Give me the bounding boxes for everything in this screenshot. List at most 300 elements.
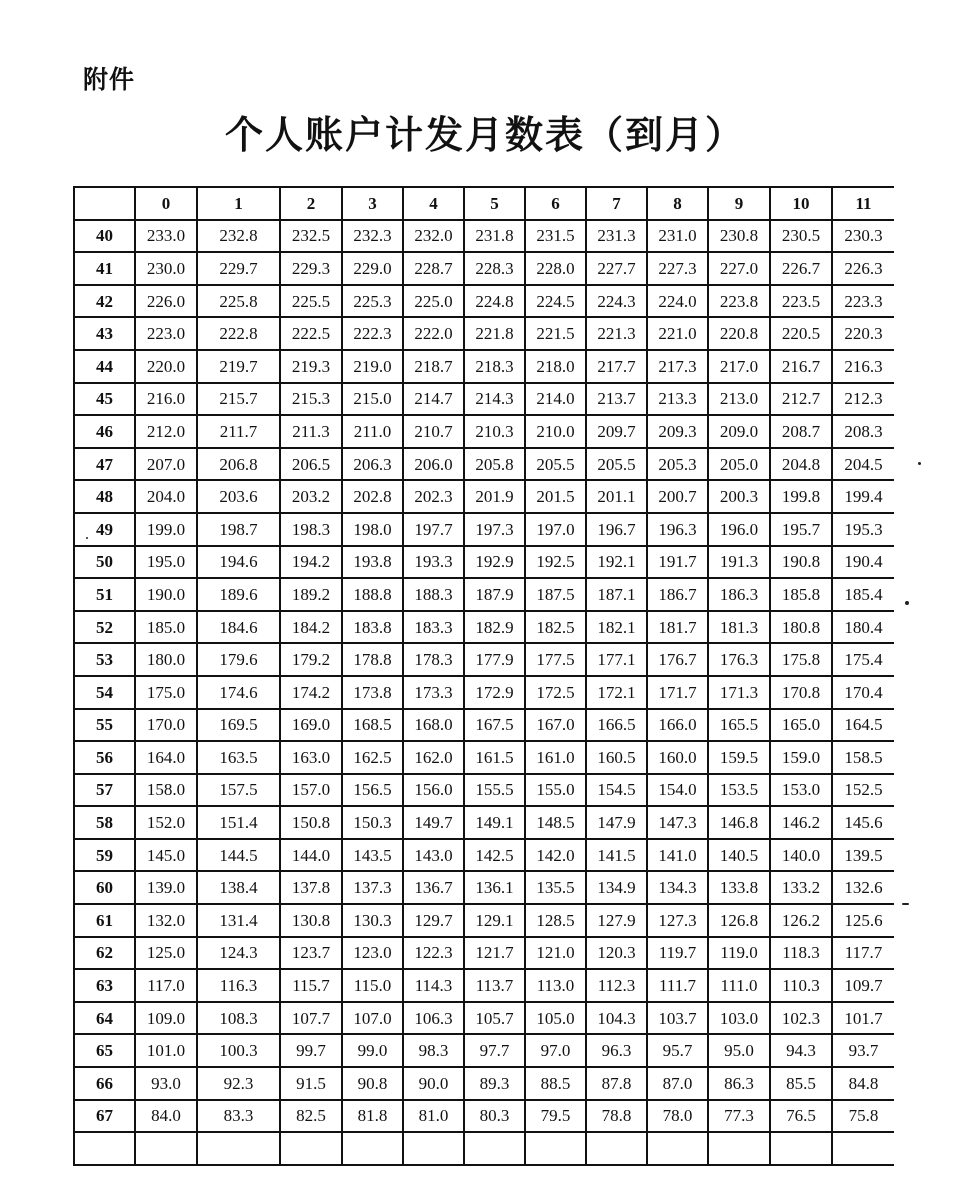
months-value-cell: 114.3	[403, 969, 464, 1002]
months-value-cell: 91.5	[280, 1067, 342, 1100]
age-cell: 42	[74, 285, 135, 318]
months-value-cell: 217.3	[647, 350, 708, 383]
months-value-cell: 103.7	[647, 1002, 708, 1035]
age-cell: 66	[74, 1067, 135, 1100]
months-value-cell: 153.0	[770, 774, 832, 807]
months-value-cell: 201.5	[525, 480, 586, 513]
age-cell: 46	[74, 415, 135, 448]
cell-empty	[647, 1132, 708, 1165]
months-value-cell: 184.2	[280, 611, 342, 644]
months-value-cell: 174.2	[280, 676, 342, 709]
months-value-cell: 138.4	[197, 871, 280, 904]
months-value-cell: 93.7	[832, 1034, 894, 1067]
months-value-cell: 197.7	[403, 513, 464, 546]
months-value-cell: 175.4	[832, 643, 894, 676]
months-value-cell: 176.3	[708, 643, 770, 676]
table-row	[74, 513, 894, 546]
months-value-cell: 191.3	[708, 546, 770, 579]
cell-empty	[525, 1132, 586, 1165]
months-value-cell: 199.4	[832, 480, 894, 513]
scan-speck	[902, 903, 909, 905]
table-row	[74, 317, 894, 350]
cell-empty	[464, 1132, 525, 1165]
months-value-cell: 215.7	[197, 383, 280, 416]
months-value-cell: 77.3	[708, 1100, 770, 1133]
table-row-cut-off	[74, 1132, 894, 1165]
months-value-cell: 171.7	[647, 676, 708, 709]
months-value-cell: 213.7	[586, 383, 647, 416]
months-value-cell: 195.7	[770, 513, 832, 546]
months-value-cell: 211.3	[280, 415, 342, 448]
months-value-cell: 125.6	[832, 904, 894, 937]
months-value-cell: 168.5	[342, 709, 403, 742]
age-cell: 56	[74, 741, 135, 774]
months-value-cell: 86.3	[708, 1067, 770, 1100]
months-value-cell: 196.3	[647, 513, 708, 546]
months-value-cell: 112.3	[586, 969, 647, 1002]
months-value-cell: 219.7	[197, 350, 280, 383]
table-row	[74, 676, 894, 709]
months-value-cell: 109.0	[135, 1002, 197, 1035]
months-value-cell: 199.0	[135, 513, 197, 546]
months-value-cell: 194.2	[280, 546, 342, 579]
months-value-cell: 186.7	[647, 578, 708, 611]
months-value-cell: 81.8	[342, 1100, 403, 1133]
months-value-cell: 76.5	[770, 1100, 832, 1133]
months-value-cell: 146.8	[708, 806, 770, 839]
months-value-cell: 221.0	[647, 317, 708, 350]
months-value-cell: 205.8	[464, 448, 525, 481]
months-value-cell: 212.0	[135, 415, 197, 448]
months-value-cell: 210.3	[464, 415, 525, 448]
months-value-cell: 209.0	[708, 415, 770, 448]
table-container	[73, 186, 894, 1185]
months-value-cell: 182.9	[464, 611, 525, 644]
months-value-cell: 173.3	[403, 676, 464, 709]
months-value-cell: 140.0	[770, 839, 832, 872]
months-value-cell: 225.5	[280, 285, 342, 318]
months-value-cell: 221.8	[464, 317, 525, 350]
months-value-cell: 177.9	[464, 643, 525, 676]
months-value-cell: 116.3	[197, 969, 280, 1002]
months-value-cell: 115.0	[342, 969, 403, 1002]
months-value-cell: 206.0	[403, 448, 464, 481]
table-row	[74, 741, 894, 774]
header-month-cell: 9	[708, 187, 770, 220]
months-value-cell: 206.3	[342, 448, 403, 481]
months-value-cell: 205.0	[708, 448, 770, 481]
months-value-cell: 192.5	[525, 546, 586, 579]
months-value-cell: 211.7	[197, 415, 280, 448]
table-row	[74, 871, 894, 904]
months-value-cell: 171.3	[708, 676, 770, 709]
months-value-cell: 102.3	[770, 1002, 832, 1035]
table-row	[74, 1067, 894, 1100]
months-value-cell: 207.0	[135, 448, 197, 481]
age-cell: 57	[74, 774, 135, 807]
months-value-cell: 221.5	[525, 317, 586, 350]
months-value-cell: 228.7	[403, 252, 464, 285]
header-month-cell: 11	[832, 187, 894, 220]
months-value-cell: 113.0	[525, 969, 586, 1002]
months-value-cell: 94.3	[770, 1034, 832, 1067]
scan-speck	[86, 537, 88, 539]
months-value-cell: 80.3	[464, 1100, 525, 1133]
table-row	[74, 1034, 894, 1067]
months-value-cell: 96.3	[586, 1034, 647, 1067]
months-value-cell: 211.0	[342, 415, 403, 448]
months-value-cell: 107.7	[280, 1002, 342, 1035]
months-value-cell: 227.3	[647, 252, 708, 285]
table-row	[74, 937, 894, 970]
months-value-cell: 121.7	[464, 937, 525, 970]
months-value-cell: 232.3	[342, 220, 403, 253]
months-value-cell: 198.3	[280, 513, 342, 546]
scan-speck	[918, 462, 921, 465]
months-value-cell: 134.3	[647, 871, 708, 904]
months-value-cell: 214.0	[525, 383, 586, 416]
months-value-cell: 75.8	[832, 1100, 894, 1133]
months-value-cell: 220.8	[708, 317, 770, 350]
header-month-cell: 4	[403, 187, 464, 220]
months-value-cell: 231.3	[586, 220, 647, 253]
months-value-cell: 203.6	[197, 480, 280, 513]
months-value-cell: 191.7	[647, 546, 708, 579]
age-cell: 40	[74, 220, 135, 253]
months-value-cell: 189.2	[280, 578, 342, 611]
months-value-cell: 182.5	[525, 611, 586, 644]
age-cell: 60	[74, 871, 135, 904]
age-cell: 43	[74, 317, 135, 350]
months-value-cell: 221.3	[586, 317, 647, 350]
months-value-cell: 198.7	[197, 513, 280, 546]
months-value-cell: 132.0	[135, 904, 197, 937]
age-cell: 50	[74, 546, 135, 579]
months-value-cell: 178.8	[342, 643, 403, 676]
table-row	[74, 969, 894, 1002]
months-value-cell: 170.0	[135, 709, 197, 742]
months-value-cell: 93.0	[135, 1067, 197, 1100]
months-value-cell: 111.0	[708, 969, 770, 1002]
months-value-cell: 158.0	[135, 774, 197, 807]
months-value-cell: 202.8	[342, 480, 403, 513]
months-value-cell: 201.1	[586, 480, 647, 513]
months-value-cell: 209.7	[586, 415, 647, 448]
months-value-cell: 162.0	[403, 741, 464, 774]
months-value-cell: 104.3	[586, 1002, 647, 1035]
months-value-cell: 217.0	[708, 350, 770, 383]
months-value-cell: 201.9	[464, 480, 525, 513]
table-row	[74, 252, 894, 285]
months-value-cell: 145.0	[135, 839, 197, 872]
months-value-cell: 176.7	[647, 643, 708, 676]
months-value-cell: 142.5	[464, 839, 525, 872]
months-value-cell: 147.9	[586, 806, 647, 839]
months-value-cell: 220.0	[135, 350, 197, 383]
months-value-cell: 206.8	[197, 448, 280, 481]
months-value-cell: 177.5	[525, 643, 586, 676]
months-value-cell: 154.0	[647, 774, 708, 807]
months-value-cell: 133.8	[708, 871, 770, 904]
months-value-cell: 203.2	[280, 480, 342, 513]
attachment-label: 附件	[83, 65, 136, 94]
months-value-cell: 133.2	[770, 871, 832, 904]
months-value-cell: 123.7	[280, 937, 342, 970]
months-value-cell: 188.8	[342, 578, 403, 611]
months-value-cell: 202.3	[403, 480, 464, 513]
age-cell: 47	[74, 448, 135, 481]
header-month-cell: 5	[464, 187, 525, 220]
cell-empty	[708, 1132, 770, 1165]
age-cell: 62	[74, 937, 135, 970]
age-cell: 52	[74, 611, 135, 644]
months-value-cell: 192.9	[464, 546, 525, 579]
months-value-cell: 122.3	[403, 937, 464, 970]
months-value-cell: 106.3	[403, 1002, 464, 1035]
table-row	[74, 806, 894, 839]
months-value-cell: 180.0	[135, 643, 197, 676]
age-cell: 51	[74, 578, 135, 611]
months-value-cell: 110.3	[770, 969, 832, 1002]
months-value-cell: 231.0	[647, 220, 708, 253]
months-value-cell: 178.3	[403, 643, 464, 676]
months-value-cell: 213.3	[647, 383, 708, 416]
months-value-cell: 90.0	[403, 1067, 464, 1100]
cell-empty	[197, 1132, 280, 1165]
months-value-cell: 185.8	[770, 578, 832, 611]
months-value-cell: 232.0	[403, 220, 464, 253]
age-cell: 64	[74, 1002, 135, 1035]
table-row	[74, 904, 894, 937]
months-value-cell: 181.3	[708, 611, 770, 644]
cell-empty	[280, 1132, 342, 1165]
scan-speck	[905, 601, 909, 605]
months-value-cell: 226.3	[832, 252, 894, 285]
months-value-cell: 229.7	[197, 252, 280, 285]
months-value-cell: 152.0	[135, 806, 197, 839]
months-value-cell: 232.5	[280, 220, 342, 253]
months-value-cell: 100.3	[197, 1034, 280, 1067]
months-value-cell: 107.0	[342, 1002, 403, 1035]
months-value-cell: 210.7	[403, 415, 464, 448]
months-value-cell: 199.8	[770, 480, 832, 513]
table-header-row	[74, 187, 894, 220]
months-value-cell: 151.4	[197, 806, 280, 839]
months-value-cell: 168.0	[403, 709, 464, 742]
months-value-cell: 165.5	[708, 709, 770, 742]
header-month-cell: 10	[770, 187, 832, 220]
months-value-cell: 196.7	[586, 513, 647, 546]
months-value-cell: 197.3	[464, 513, 525, 546]
table-row	[74, 480, 894, 513]
table-row	[74, 350, 894, 383]
age-cell: 55	[74, 709, 135, 742]
months-value-cell: 155.0	[525, 774, 586, 807]
months-value-cell: 165.0	[770, 709, 832, 742]
cell-empty	[135, 1132, 197, 1165]
months-value-cell: 223.5	[770, 285, 832, 318]
age-cell: 59	[74, 839, 135, 872]
cell-empty	[74, 1132, 135, 1165]
months-value-cell: 144.0	[280, 839, 342, 872]
months-value-cell: 187.5	[525, 578, 586, 611]
months-value-cell: 200.7	[647, 480, 708, 513]
cell-empty	[770, 1132, 832, 1165]
table-row	[74, 643, 894, 676]
age-cell: 54	[74, 676, 135, 709]
months-value-cell: 193.8	[342, 546, 403, 579]
months-value-cell: 161.5	[464, 741, 525, 774]
months-value-cell: 223.8	[708, 285, 770, 318]
months-value-cell: 169.5	[197, 709, 280, 742]
months-value-cell: 230.8	[708, 220, 770, 253]
months-value-cell: 152.5	[832, 774, 894, 807]
months-value-cell: 83.3	[197, 1100, 280, 1133]
table-row	[74, 220, 894, 253]
months-value-cell: 156.0	[403, 774, 464, 807]
months-value-cell: 192.1	[586, 546, 647, 579]
months-value-cell: 225.3	[342, 285, 403, 318]
months-value-cell: 225.0	[403, 285, 464, 318]
months-value-cell: 223.0	[135, 317, 197, 350]
months-value-cell: 220.3	[832, 317, 894, 350]
months-value-cell: 99.7	[280, 1034, 342, 1067]
months-value-cell: 164.5	[832, 709, 894, 742]
age-cell: 67	[74, 1100, 135, 1133]
months-value-cell: 225.8	[197, 285, 280, 318]
months-value-cell: 227.7	[586, 252, 647, 285]
months-value-cell: 175.8	[770, 643, 832, 676]
months-value-cell: 167.5	[464, 709, 525, 742]
months-value-cell: 233.0	[135, 220, 197, 253]
header-month-cell: 7	[586, 187, 647, 220]
months-value-cell: 149.1	[464, 806, 525, 839]
months-value-cell: 143.0	[403, 839, 464, 872]
months-value-cell: 230.0	[135, 252, 197, 285]
months-value-cell: 162.5	[342, 741, 403, 774]
months-value-cell: 185.4	[832, 578, 894, 611]
months-value-cell: 159.0	[770, 741, 832, 774]
header-corner-cell	[74, 187, 135, 220]
months-value-cell: 188.3	[403, 578, 464, 611]
months-value-cell: 121.0	[525, 937, 586, 970]
months-value-cell: 108.3	[197, 1002, 280, 1035]
months-value-cell: 111.7	[647, 969, 708, 1002]
months-value-cell: 190.8	[770, 546, 832, 579]
cell-empty	[403, 1132, 464, 1165]
months-value-cell: 189.6	[197, 578, 280, 611]
months-value-cell: 170.4	[832, 676, 894, 709]
months-value-cell: 142.0	[525, 839, 586, 872]
table-row	[74, 1100, 894, 1133]
months-value-cell: 157.5	[197, 774, 280, 807]
table-row	[74, 415, 894, 448]
months-value-cell: 150.3	[342, 806, 403, 839]
months-value-cell: 172.1	[586, 676, 647, 709]
months-value-cell: 179.6	[197, 643, 280, 676]
months-value-cell: 190.0	[135, 578, 197, 611]
header-month-cell: 0	[135, 187, 197, 220]
months-value-cell: 231.8	[464, 220, 525, 253]
months-value-cell: 175.0	[135, 676, 197, 709]
months-value-cell: 180.4	[832, 611, 894, 644]
cell-empty	[832, 1132, 894, 1165]
months-value-cell: 99.0	[342, 1034, 403, 1067]
months-value-cell: 90.8	[342, 1067, 403, 1100]
months-value-cell: 125.0	[135, 937, 197, 970]
months-value-cell: 206.5	[280, 448, 342, 481]
months-value-cell: 95.0	[708, 1034, 770, 1067]
months-value-cell: 224.5	[525, 285, 586, 318]
months-value-cell: 87.8	[586, 1067, 647, 1100]
months-value-cell: 141.5	[586, 839, 647, 872]
months-value-cell: 113.7	[464, 969, 525, 1002]
age-cell: 65	[74, 1034, 135, 1067]
months-value-cell: 140.5	[708, 839, 770, 872]
months-value-cell: 174.6	[197, 676, 280, 709]
months-value-cell: 187.9	[464, 578, 525, 611]
months-value-cell: 97.0	[525, 1034, 586, 1067]
months-value-cell: 195.3	[832, 513, 894, 546]
months-value-cell: 164.0	[135, 741, 197, 774]
months-value-cell: 184.6	[197, 611, 280, 644]
months-value-cell: 153.5	[708, 774, 770, 807]
months-value-cell: 219.0	[342, 350, 403, 383]
months-value-cell: 212.7	[770, 383, 832, 416]
months-value-cell: 208.7	[770, 415, 832, 448]
months-value-cell: 155.5	[464, 774, 525, 807]
months-value-cell: 119.0	[708, 937, 770, 970]
months-value-cell: 187.1	[586, 578, 647, 611]
months-value-cell: 215.0	[342, 383, 403, 416]
months-value-cell: 169.0	[280, 709, 342, 742]
months-value-cell: 134.9	[586, 871, 647, 904]
months-value-cell: 179.2	[280, 643, 342, 676]
months-value-cell: 92.3	[197, 1067, 280, 1100]
months-value-cell: 158.5	[832, 741, 894, 774]
months-value-cell: 205.5	[525, 448, 586, 481]
months-value-cell: 198.0	[342, 513, 403, 546]
months-value-cell: 226.0	[135, 285, 197, 318]
months-value-cell: 144.5	[197, 839, 280, 872]
months-value-cell: 117.7	[832, 937, 894, 970]
months-value-cell: 130.3	[342, 904, 403, 937]
table-row	[74, 383, 894, 416]
months-value-cell: 181.7	[647, 611, 708, 644]
months-value-cell: 101.0	[135, 1034, 197, 1067]
months-value-cell: 150.8	[280, 806, 342, 839]
months-value-cell: 137.8	[280, 871, 342, 904]
months-value-cell: 139.5	[832, 839, 894, 872]
age-cell: 44	[74, 350, 135, 383]
table-row	[74, 774, 894, 807]
months-value-cell: 204.0	[135, 480, 197, 513]
months-value-cell: 213.0	[708, 383, 770, 416]
months-value-cell: 214.3	[464, 383, 525, 416]
months-value-cell: 123.0	[342, 937, 403, 970]
months-value-cell: 183.8	[342, 611, 403, 644]
months-value-cell: 216.0	[135, 383, 197, 416]
months-value-cell: 228.3	[464, 252, 525, 285]
months-value-cell: 105.0	[525, 1002, 586, 1035]
months-value-cell: 143.5	[342, 839, 403, 872]
months-value-cell: 119.7	[647, 937, 708, 970]
months-value-cell: 124.3	[197, 937, 280, 970]
months-value-cell: 218.7	[403, 350, 464, 383]
age-cell: 53	[74, 643, 135, 676]
months-value-cell: 163.5	[197, 741, 280, 774]
months-value-cell: 157.0	[280, 774, 342, 807]
